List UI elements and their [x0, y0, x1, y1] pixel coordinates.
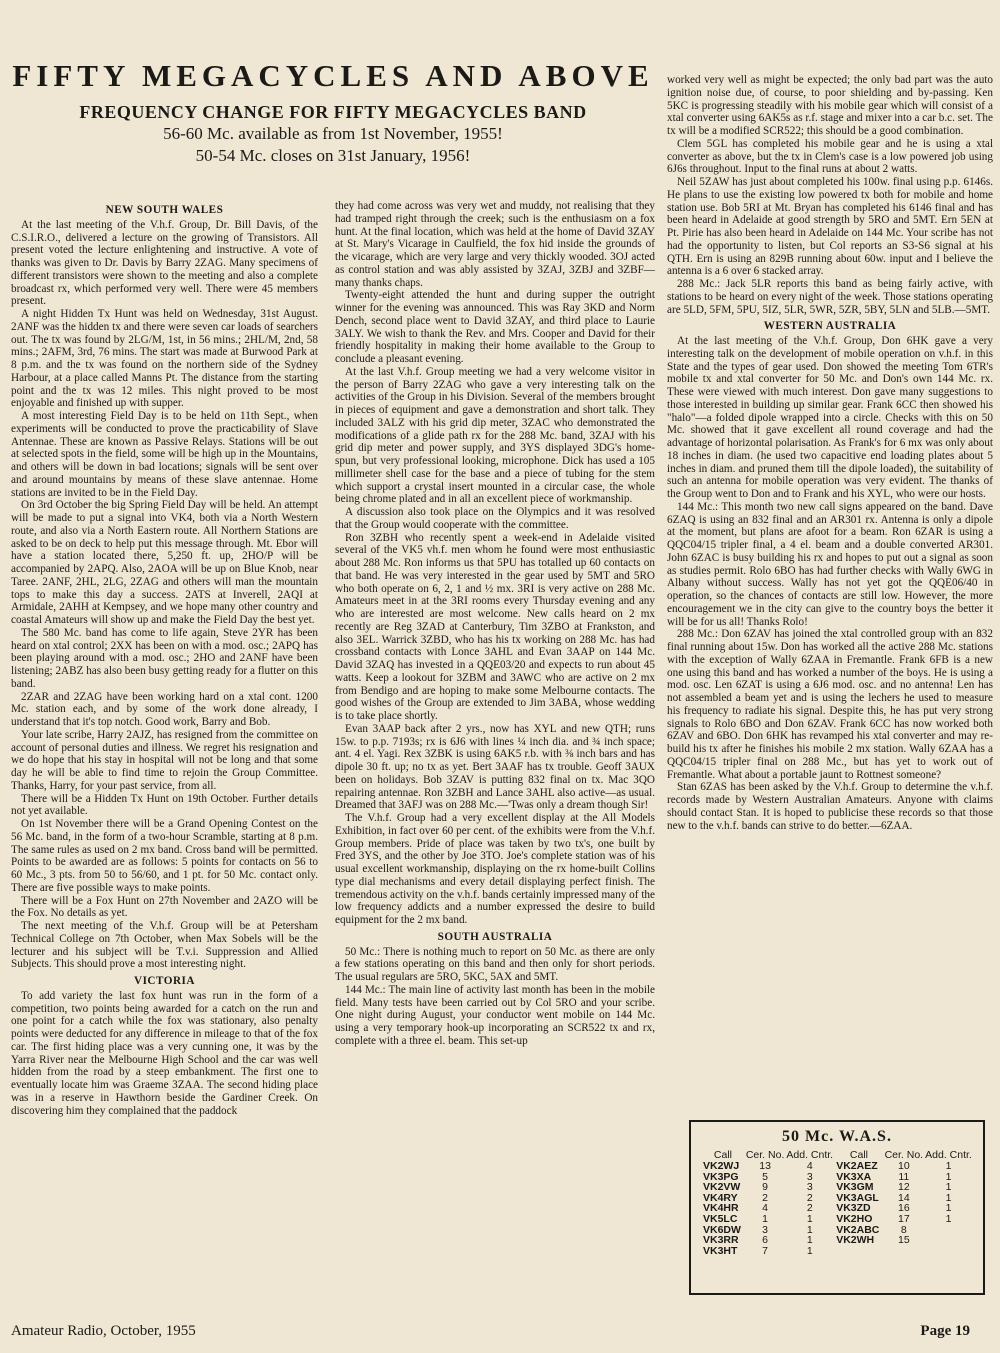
- added-country-cell: [924, 1235, 973, 1246]
- added-country-cell: 1: [945, 1202, 952, 1215]
- call-sign-cell: VK3HT: [703, 1244, 738, 1257]
- table-row: [701, 1235, 973, 1246]
- added-country-cell: 3: [806, 1181, 813, 1194]
- column-header-add: Add. Cntr.: [925, 1149, 972, 1161]
- call-sign-cell: VK4RY: [703, 1191, 738, 1204]
- paragraph: On 1st November there will be a Grand Opening Contest on the 56 Mc. band, in the form of a two-hour Scramble, starting at 8 p.m. The same rules as used on 2 mx band. Cross band will be permitted. Points to be awarded are as follows: 5 points for contacts on 56 to 60 Mc., 3 pts. from 50 to 56/60, and 1 pt. for 50 Mc. contact only. There are five possible ways to make points.: [11, 818, 318, 894]
- added-country-cell: 1: [806, 1223, 813, 1236]
- paragraph: There will be a Hidden Tx Hunt on 19th October. Further details not yet available.: [11, 792, 318, 818]
- certificate-number-cell: 12: [897, 1181, 910, 1194]
- added-country-cell: 2: [806, 1191, 813, 1204]
- call-sign-cell: VK3AGL: [836, 1191, 879, 1204]
- call-sign-cell: VK5LC: [703, 1212, 738, 1225]
- certificate-number-cell: 1: [762, 1212, 769, 1225]
- paragraph: Neil 5ZAW has just about completed his 100w. final using p.p. 6146s. He plans to use the existing low powered tx both for mobile and home station use. Bob 5RI at Mt. Bryan has completed his 6146 final and has been heard in Adelaide at good strength by 5RO and 5MT. Ern 5EN at Pt. Pirie has also been heard in Adelaide on 144 Mc. Your scribe has not had the opportunity to listen, but Col reports an S3-S6 signal at his QTH. Ern is using an 829B running about 60w. input and I believe the antenna is a 6 over 6 stacked array.: [667, 176, 993, 278]
- call-sign-cell: VK2WJ: [703, 1160, 740, 1172]
- added-country-cell: 1: [945, 1160, 952, 1172]
- was-table-body: [701, 1161, 973, 1256]
- added-country-cell: 1: [945, 1212, 952, 1225]
- paragraph: On 3rd October the big Spring Field Day will be held. An attempt will be made to put a signal into VK4, both via a North Western route, and also via a North Eastern route. All Northern Stations are asked to be on deck to help put this message through. Mt. Ebor will have a station located there, 5,250 ft. up, 2HO/P will be accompanied by 2APQ. Also, 2AOA will be up on Blue Knob, near Taree. 2ANF, 2HL, 2LG, 2ZAG and others will man the mountain tops to make this day a success. 2ATS at Inverell, 2AQI at Armidale, 2AHH at Kempsey, and we hope many other country and coastal Amateurs will show up and make the Field Day the best yet.: [11, 499, 318, 626]
- added-country-cell: 1: [806, 1212, 813, 1225]
- certificate-number-cell: 7: [762, 1244, 769, 1257]
- added-country-cell: 2: [806, 1202, 813, 1215]
- was-table-box: [689, 1120, 985, 1295]
- paragraph: The V.h.f. Group had a very excellent display at the All Models Exhibition, in fact over 60 per cent. of the exhibits were from the V.h.f. Group members. Pride of place was taken by two tx's, one built by Fred 3YS, and the other by Joe 3TO. Joe's complete station was of his usual excellent workmanship, displaying on the rx home-built Collins type dial mechanisms and every detail displaying perfect finish. The tremendous activity on the v.h.f. bands certainly impressed many of the low frequency addicts and a number expressed the desire to build equipment for the 2 mx band.: [335, 812, 655, 926]
- certificate-number-cell: 13: [759, 1160, 771, 1172]
- paragraph: A most interesting Field Day is to be held on 11th Sept., when experiments will be conducted to prove the practicability of Slave Antennae. These are known as Passive Relays. Stations will be out at selected spots in the field, some will be high up in the Mountains, and others will be down in bad locations; signals will be sent over and around mountains by means of these slave antennae. Home stations are invited to be in the Field Day.: [11, 410, 318, 499]
- paragraph: The 580 Mc. band has come to life again, Steve 2YR has been heard on xtal control; 2XX has been on with a mod. osc.; 2APQ has been playing around with a mod. osc.; 2HO and 2ANF have been listening; 2ABZ has also been busy getting ready for a flutter on this band.: [11, 626, 318, 690]
- column-header-call: Call: [849, 1149, 868, 1161]
- table-row: [701, 1246, 973, 1257]
- paragraph: 144 Mc.: This month two new call signs appeared on the band. Dave 6ZAQ is using an 832 final and an AR301 rx. Antenna is only a dipole at the moment, but plans are afoot for a beam. Ron 6ZAR is using a QQC04/15 tripler final, a 4 el. beam and a double converted AR301. John 6ZAC is busy building his rx and hopes to put out a signal as soon as studies permit. Rolo 6BO has had further checks with Wally 6WG in Albany without success. Wally has not yet got the QQE06/40 in operation, so the chances of contacts are still low. However, the more encouragement we in the city can give to the country boys the better it will be for us all! Thanks Rolo!: [667, 500, 993, 628]
- added-country-cell: 1: [945, 1181, 952, 1194]
- added-country-cell: [924, 1225, 973, 1236]
- added-country-cell: [924, 1246, 973, 1257]
- certificate-number-cell: 15: [897, 1234, 910, 1247]
- column-3: [667, 74, 993, 1114]
- certificate-number-cell: [884, 1246, 924, 1257]
- paragraph: At the last meeting of the V.h.f. Group, Dr. Bill Davis, of the C.S.I.R.O., delivered a lecture on the growing of Transistors. All present voted the lecture enlightening and instructive. A vote of thanks was given to Dr. Davis by Barry 2ZAG. Many specimens of different transistors were shown to the meeting and also a complete broadcast rx, which performed very well. There were 45 members present.: [11, 218, 318, 308]
- section-heading-victoria: VICTORIA: [134, 975, 195, 987]
- certificate-number-cell: 10: [897, 1160, 910, 1172]
- call-sign-cell: VK2ABC: [836, 1223, 880, 1236]
- certificate-number-cell: 6: [762, 1234, 769, 1247]
- certificate-number-cell: 17: [897, 1212, 910, 1225]
- title-block: [8, 58, 658, 167]
- paragraph: Twenty-eight attended the hunt and during supper the outright winner for the evening was announced. This was Ray 3KD and Norm Dench, second place went to David 3ZAY, and third place to Laurie 3ALY. We wish to thank the Rev. and Mrs. Cooper and David for their friendly hospitality in making their home available to the Group to conclude a pleasant evening.: [335, 289, 655, 365]
- call-sign-cell: VK6DW: [703, 1223, 741, 1236]
- certificate-number-cell: 4: [762, 1202, 769, 1215]
- certificate-number-cell: 2: [762, 1191, 769, 1204]
- certificate-number-cell: 9: [762, 1181, 769, 1194]
- call-sign-cell: VK2VW: [703, 1181, 741, 1194]
- call-sign-cell: [834, 1246, 883, 1257]
- paragraph: At the last V.h.f. Group meeting we had a very welcome visitor in the person of Barry 2ZAG who gave a very interesting talk on the activities of the Group in his Division. Several of the members brought in pieces of equipment and gave a demonstration and short talk. They included 3ALZ with his grid dip meter, 3ZAC who demonstrated the modifications of a glide path rx for the 288 Mc. band, 3ZAJ with his grid dip meter and power supply, and 3YS displayed 3DG's home-spun, but very professional looking, microphone. Dick has used a 105 millimeter shell case for the base and a piece of tubing for the stem which support a crystal insert mounted in a circular case, the whole being chrome plated and in all an excellent piece of workmanship.: [335, 365, 655, 506]
- paragraph: Stan 6ZAS has been asked by the V.h.f. Group to determine the v.h.f. records made by Western Australian Amateurs. Anyone with claims should contact Stan. It is hoped to publicise these records so that those new to the v.h.f. bands can strive to do better.—6ZAA.: [667, 781, 993, 832]
- table-row: [701, 1214, 973, 1225]
- paragraph: A discussion also took place on the Olympics and it was resolved that the Group would cooperate with the committee.: [335, 506, 655, 531]
- certificate-number-cell: 11: [898, 1170, 910, 1183]
- paragraph: worked very well as might be expected; the only bad part was the auto ignition noise due, of course, to poor shielding and by-passing. Ken 5KC is progressing steadily with his mobile gear which will consist of a xtal converter using 6AK5s as r.f. stage and mixer into a car b.c. set. The tx will be a modified SCR522; this should be a good combination.: [667, 74, 993, 137]
- was-title: 50 Mc. W.A.S.: [782, 1128, 892, 1145]
- column-header-add: Add. Cntr.: [786, 1149, 834, 1161]
- added-country-cell: 1: [945, 1191, 952, 1204]
- paragraph: To add variety the last fox hunt was run in the form of a competition, two points being awarded for a catch on the run and one point for a catch while the fox was stationary, also penalty points were deducted for any difference in mileage to that of the fox car. The first hiding place was a very cunning one, it was by the Yarra River near the Melbourne High School and the car was well hidden from the road by a steep embankment. The first one to eventually locate him was Graeme 3ZAA. The second hiding place was in a reserve in Hawthorn beside the Gardiner Creek. On discovering him they complained that the paddock: [11, 989, 318, 1117]
- paragraph: they had come across was very wet and muddy, not realising that they had tramped right through the creek; such is the enthusiasm on a fox hunt. At the final location, which was held at the home of David 3ZAY at St. Mary's Vicarage in Caulfield, the fox hid inside the grounds of the vicarage, which are very large and very thickly wooded. 3OJ acted as control station and was ably assisted by 3ZAJ, 3ZBJ and 3ZBF—many thanks chaps.: [335, 200, 655, 289]
- call-sign-cell: VK3PG: [703, 1170, 739, 1183]
- column-header-cer: Cer. No.: [884, 1149, 924, 1161]
- paragraph: The next meeting of the V.h.f. Group will be at Petersham Technical College on 7th October, when Max Sobels will be the lecturer and his subject will be T.v.i. Suppression and Allied Subjects. This should prove a most interesting night.: [11, 920, 318, 971]
- footer-page-number: Page 19: [920, 1323, 970, 1339]
- paragraph: Clem 5GL has completed his mobile gear and he is using a xtal converter as above, but the tx in Clem's case is a low powered job using 6J6s throughout. Input to the final runs at about 2 watts.: [667, 137, 993, 176]
- paragraph: 144 Mc.: The main line of activity last month has been in the mobile field. Many tests have been carried out by Col 5RO and your scribe. One night during August, your conductor went mobile on 144 Mc. using a very temporary hook-up incorporating an SCR522 tx and rx, complete with a three el. beam. This set-up: [335, 983, 655, 1047]
- page-subtitle: FREQUENCY CHANGE FOR FIFTY MEGACYCLES BAND: [79, 102, 587, 122]
- call-sign-cell: VK4HR: [703, 1202, 739, 1215]
- call-sign-cell: VK3GM: [836, 1181, 874, 1194]
- paragraph: A night Hidden Tx Hunt was held on Wednesday, 31st August. 2ANF was the hidden tx and there were seven car loads of searchers out. The tx was found by 2LG/M, 1st, in 56 mins.; 2HL/M, 2nd, 58 mins.; 2AFM, 3rd, 76 mins. The start was made at Burwood Park at 8 p.m. and the tx was found on the northern side of the Sydney Harbour, at a place called Manns Pt. The distance from the starting point and the tx was 12 miles. This night proved to be most enjoyable and finished up with supper.: [11, 308, 318, 410]
- paragraph: 50 Mc.: There is nothing much to report on 50 Mc. as there are only a few stations operating on this band and then only for short periods. The usual regulars are 5RO, 5KC, 5AX and 5MT.: [335, 945, 655, 983]
- certificate-number-cell: 5: [762, 1170, 769, 1183]
- certificate-number-cell: 14: [897, 1191, 910, 1204]
- table-row: [701, 1161, 973, 1172]
- column-1: [11, 200, 318, 1315]
- added-country-cell: 1: [806, 1244, 813, 1257]
- call-sign-cell: VK2HO: [836, 1212, 873, 1225]
- paragraph: 2ZAR and 2ZAG have been working hard on a xtal cont. 1200 Mc. station each, and by some of the work done already, I understand that it's top notch. Good work, Barry and Bob.: [11, 690, 318, 728]
- call-sign-cell: VK3RR: [703, 1234, 739, 1247]
- added-country-cell: 1: [945, 1170, 952, 1183]
- column-2: [335, 200, 655, 1315]
- section-heading-nsw: NEW SOUTH WALES: [105, 204, 224, 216]
- section-heading-south-australia: SOUTH AUSTRALIA: [437, 930, 553, 943]
- added-country-cell: 3: [806, 1170, 813, 1183]
- certificate-number-cell: 16: [897, 1202, 910, 1215]
- paragraph: Ron 3ZBH who recently spent a week-end in Adelaide visited several of the VK5 vh.f. men whom he found were most enthusiastic about 288 Mc. Ron informs us that 5PU has totalled up 60 contacts on that band. He was very interested in the gear used by 5MT and 5RO who both operate on 6, 2, 1 and ½ mx. 3RI is very active on 288 Mc. Amateurs meet in at the 3RI rooms every Thursday evening and any who are interested are most welcome. New calls heard on 2 mx recently are Reg 3ZAD at Canterbury, Tim 3ZBO at Frankston, and also 3EL. Warrick 3ZBD, who has his tx working on 288 Mc. has had crossband contacts with Lonce 3AHL and Evan 3AAP on 144 Mc. David 3ZAQ has invested in a QQE03/20 and expects to run about 45 watts. Keep a lookout for 3ZBM and 3AWC who are active on 2 mx from Bendigo and are hoping to make some Melbourne contacts. The good wishes of the Group are extended to Jim 3ABA, whose wedding is to take place shortly.: [335, 531, 655, 722]
- paragraph: 288 Mc.: Don 6ZAV has joined the xtal controlled group with an 832 final running about 15w. Don has worked all the active 288 Mc. stations with the exception of Wally 6ZAA in Fremantle. Frank 6FB is a new one using this band and has worked a number of the boys. He is using a mod. osc. Len 6ZAT is using a 6J6 mod. osc. and no antenna! Len has not assembled a beam yet and is using the lechers he used to measure his frequency to radiate his signal. Despite this, he has put very strong signals to Rolo 6BO and Don 6ZAV. Frank 6CC has now worked both 6ZAV and 6BO. Don 6HK has revamped his xtal converter and may re-build his tx after he finishes his mobile 2 mx station. Wally 6ZAA has a QQC04/15 tripler final on 288 Mc., but has yet to work out of Fremantle. What about a portable jaunt to Rottnest someone?: [667, 628, 993, 781]
- call-sign-cell: VK2WH: [836, 1234, 875, 1247]
- added-country-cell: 4: [806, 1160, 813, 1172]
- paragraph: At the last meeting of the V.h.f. Group, Don 6HK gave a very interesting talk on the development of mobile operation on v.h.f. in this State and the types of gear used. Don showed the meeting Tom 6TR's mobile tx and xtal converter for 50 Mc. and Don's own 144 Mc. rx. These were viewed with much interest. Don gave many suggestions to those interested in building up similar gear. Frank 6CC then showed his "halo"—a folded dipole wrapped into a circle. Checks with this on 50 Mc. showed that it gave excellent all round coverage and had the advantage of horizontal polarisation. As Frank's for 6 mx was only about 18 inches in diam. (he used two capacitive end loading plates about 5 inches in diam. and pruned them till the dipole loaded), the suitability of such an antenna for mobile operation was very evident. The thanks of the Group went to Don and to Frank and his XYL, who were our hosts.: [667, 335, 993, 500]
- call-sign-cell: VK3ZD: [836, 1202, 871, 1215]
- was-table: [701, 1150, 973, 1256]
- call-sign-cell: VK2AEZ: [836, 1160, 878, 1172]
- paragraph: Evan 3AAP back after 2 yrs., now has XYL and new QTH; runs 15w. to p.p. 7193s; rx is 6J6 with lines ¼ inch dia. and ¾ inch space; ant. 4 el. Yagi. Rex 3ZBK is using 6AK5 r.b. with ⅜ inch bars and has dipole 30 ft. up; no tx as yet. Bert 3AAF has tx trouble. Geoff 3AUX been on holidays. Bob 3ZAV is putting 832 final on tx. Mac 3QO repairing antennae. Ron 3ZBH and Lance 3AHL also active—as usual. Dreamed that 3AFJ was on 288 Mc.—'Twas only a dream though Sir!: [335, 722, 655, 812]
- added-country-cell: 1: [806, 1234, 813, 1247]
- footer-publication: Amateur Radio, October, 1955: [11, 1323, 196, 1339]
- paragraph: 288 Mc.: Jack 5LR reports this band as being fairly active, with stations to be heard on every night of the week. Those stations operating are 5LD, 5FM, 5PU, 5IZ, 5LR, 5WR, 5ZR, 5BY, 5LN and 5LB.—5MT.: [667, 278, 993, 316]
- column-header-cer: Cer. No.: [745, 1149, 785, 1161]
- call-sign-cell: VK3XA: [836, 1170, 872, 1183]
- page-title: FIFTY MEGACYCLES AND ABOVE: [12, 58, 654, 93]
- certificate-number-cell: 8: [900, 1223, 907, 1236]
- certificate-number-cell: 3: [762, 1223, 769, 1236]
- column-header-call: Call: [713, 1149, 732, 1161]
- section-heading-western-australia: WESTERN AUSTRALIA: [763, 320, 897, 333]
- paragraph: There will be a Fox Hunt on 27th November and 2AZO will be the Fox. No details as yet.: [11, 894, 318, 920]
- announcement-line-1: 56-60 Mc. available as from 1st November, 1955!: [163, 124, 503, 143]
- paragraph: Your late scribe, Harry 2AJZ, has resigned from the committee on account of personal duties and illness. We regret his resignation and we do hope that his stay in hospital will not be long and that some day he will be able to find time to rejoin the Group Committee. Thanks, Harry, for your past service, from all.: [11, 728, 318, 792]
- announcement-line-2: 50-54 Mc. closes on 31st January, 1956!: [195, 146, 471, 165]
